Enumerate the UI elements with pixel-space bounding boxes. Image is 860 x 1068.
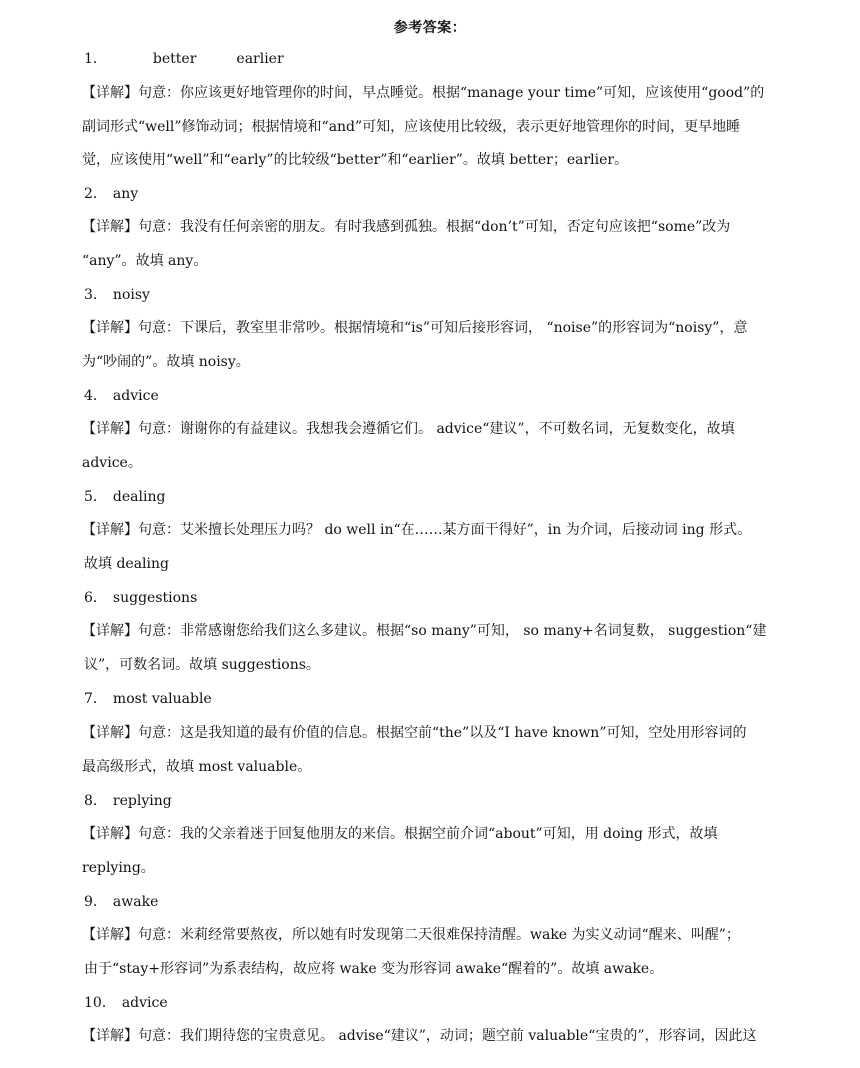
item-answer: suggestions <box>112 590 198 606</box>
explanation-line: 由于“stay+形容词”为系表结构，故应将 wake 变为形容词 awake“醒着的”。故填 awake。 <box>84 961 664 977</box>
item-number: 5． <box>84 489 107 505</box>
item-2-header <box>84 183 138 203</box>
item-7-header <box>84 688 212 708</box>
item-answer: most valuable <box>112 691 212 707</box>
item-answer: any <box>112 186 139 202</box>
item-4-header <box>84 385 159 405</box>
explanation-line: advice。 <box>82 455 142 471</box>
explanation-line: replying。 <box>82 860 155 876</box>
explanation-line: 【详解】句意：我的父亲着迷于回复他朋友的来信。根据空前介词“about”可知，用 doing 形式，故填 <box>82 826 718 842</box>
item-5-header <box>84 486 165 506</box>
item-number: 10． <box>84 995 116 1011</box>
explanation-line: 【详解】句意：你应该更好地管理你的时间，早点睡觉。根据“manage your time”可知，应该使用“good”的 <box>82 85 765 101</box>
item-answer: dealing <box>112 489 166 505</box>
item-10-header <box>84 992 168 1012</box>
item-6-header <box>84 587 197 607</box>
explanation-line: 故填 dealing <box>84 556 169 572</box>
item-number: 4． <box>84 388 107 404</box>
explanation-line: 副词形式“well”修饰动词；根据情境和“and”可知，应该使用比较级，表示更好地管理你的时间，更早地睡 <box>82 119 741 135</box>
item-answer: noisy <box>112 287 150 303</box>
explanation-line: 【详解】句意：我没有任何亲密的朋友。有时我感到孤独。根据“don’t”可知，否定句应该把“some”改为 <box>82 219 731 235</box>
explanation-line: 【详解】句意：下课后，教室里非常吵。根据情境和“is”可知后接形容词， “noise”的形容词为“noisy”，意 <box>82 320 748 336</box>
item-3-header <box>84 284 150 304</box>
explanation-line: 议”，可数名词。故填 suggestions。 <box>84 657 320 673</box>
explanation-line: 最高级形式，故填 most valuable。 <box>82 759 312 775</box>
explanation-line: 【详解】句意：我们期待您的宝贵意见。 advise“建议”，动词；题空前 valuable“宝贵的”，形容词，因此这 <box>82 1028 757 1044</box>
item-9-header <box>84 891 158 911</box>
item-answer: advice <box>121 995 168 1011</box>
item-answer: better <box>152 51 197 67</box>
item-answer: replying <box>112 793 172 809</box>
item-number: 1． <box>84 51 107 67</box>
item-number: 3． <box>84 287 107 303</box>
item-answer: earlier <box>236 51 284 67</box>
item-number: 2． <box>84 186 107 202</box>
explanation-line: 【详解】句意：谢谢你的有益建议。我想我会遵循它们。 advice“建议”，不可数名词，无复数变化，故填 <box>82 421 735 437</box>
explanation-line: 【详解】句意：艾米擅长处理压力吗？ do well in“在……某方面干得好”，in 为介词，后接动词 ing 形式。 <box>82 522 752 538</box>
item-1-header <box>84 48 284 68</box>
item-answer: awake <box>112 894 159 910</box>
item-8-header <box>84 790 172 810</box>
explanation-line: 【详解】句意：非常感谢您给我们这么多建议。根据“so many”可知， so many+名词复数， suggestion“建 <box>82 623 767 639</box>
explanation-line: 觉，应该使用“well”和“early”的比较级“better”和“earlier”。故填 better；earlier。 <box>82 152 629 168</box>
item-number: 6． <box>84 590 107 606</box>
explanation-line: “any”。故填 any。 <box>82 253 208 269</box>
item-number: 8． <box>84 793 107 809</box>
item-number: 9． <box>84 894 107 910</box>
item-answer: advice <box>112 388 159 404</box>
page-title: 参考答案： <box>393 20 467 36</box>
explanation-line: 【详解】句意：这是我知道的最有价值的信息。根据空前“the”以及“I have known”可知，空处用形容词的 <box>82 725 747 741</box>
explanation-line: 【详解】句意：米莉经常要熬夜，所以她有时发现第二天很难保持清醒。wake 为实义动词“醒来、叫醒”； <box>82 927 740 943</box>
item-number: 7． <box>84 691 107 707</box>
explanation-line: 为“吵闹的”。故填 noisy。 <box>82 354 250 370</box>
